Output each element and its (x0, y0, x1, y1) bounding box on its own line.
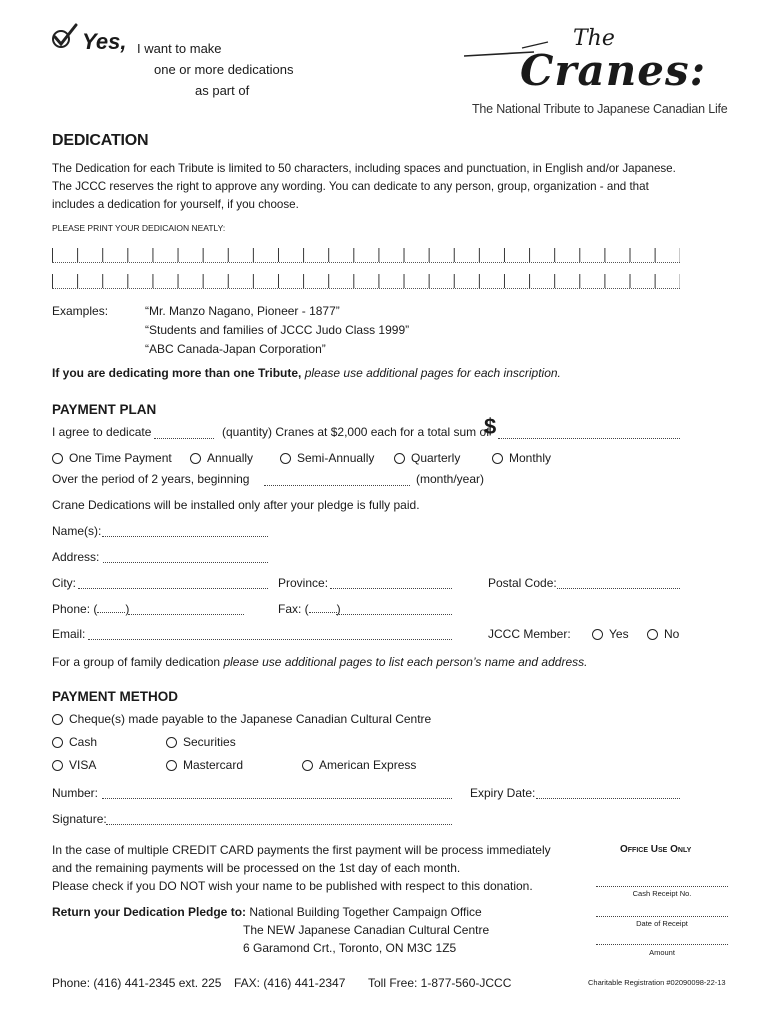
intro-line-2: one or more dedications (154, 62, 294, 77)
province-field[interactable] (330, 588, 452, 589)
radio-mastercard[interactable] (166, 760, 177, 771)
cc-note-3: Please check if you DO NOT wish your name to be published with respect to this donation. (52, 879, 533, 893)
return-line-1 (52, 905, 482, 919)
multi-tribute-italic: please use additional pages for each inscription. (304, 366, 561, 380)
address-label: Address: (52, 550, 100, 564)
period-text: Over the period of 2 years, beginning (52, 472, 250, 486)
email-label: Email: (52, 627, 86, 641)
postal-field[interactable] (557, 588, 680, 589)
install-note: Crane Dedications will be installed only after your pledge is fully paid. (52, 498, 420, 512)
period-suffix: (month/year) (416, 472, 485, 486)
logo-the: The (573, 26, 615, 51)
date-receipt-field[interactable] (596, 916, 728, 917)
radio-quarterly[interactable] (394, 453, 405, 464)
footer-charitable: Charitable Registration #02090098-22-13 (588, 978, 726, 987)
signature-field[interactable] (106, 824, 452, 825)
method-cash[interactable] (52, 735, 97, 749)
amount-label: Amount (649, 948, 675, 957)
dedication-grid-row-1[interactable] (52, 240, 680, 263)
plan-option-semi-annually[interactable] (280, 451, 374, 465)
return-office: National Building Together Campaign Office (249, 905, 482, 919)
agree-middle: (quantity) Cranes at $2,000 each for a total sum of (222, 425, 490, 439)
footer-tollfree: Toll Free: 1-877-560-JCCC (368, 976, 512, 990)
payment-plan-title: PAYMENT PLAN (52, 402, 157, 417)
example-item: “Mr. Manzo Nagano, Pioneer - 1877” (145, 304, 340, 318)
province-label: Province: (278, 576, 329, 590)
plan-option-quarterly[interactable] (394, 451, 460, 465)
amount-field[interactable] (596, 944, 728, 945)
phone-label (52, 602, 129, 616)
expiry-field[interactable] (536, 798, 680, 799)
total-sum-field[interactable] (498, 438, 680, 439)
phone-close: ) (125, 602, 130, 616)
multi-tribute-note (52, 366, 561, 380)
footer-fax: FAX: (416) 441-2347 (234, 976, 346, 990)
group-note-italic: please use additional pages to list each person’s name and address. (223, 655, 588, 669)
method-label: Securities (183, 735, 236, 749)
plan-option-label: Quarterly (411, 451, 461, 465)
office-use-title: Office Use Only (620, 844, 692, 855)
email-field[interactable] (88, 639, 452, 640)
cash-receipt-label: Cash Receipt No. (632, 889, 692, 898)
dollar-sign: $ (484, 414, 497, 439)
method-amex[interactable] (302, 758, 416, 772)
checkmark-icon (50, 22, 80, 52)
footer-phone: Phone: (416) 441-2345 ext. 225 (52, 976, 222, 990)
method-label: VISA (69, 758, 97, 772)
radio-securities[interactable] (166, 737, 177, 748)
plan-option-label: One Time Payment (69, 451, 172, 465)
radio-monthly[interactable] (492, 453, 503, 464)
radio-one-time[interactable] (52, 453, 63, 464)
radio-visa[interactable] (52, 760, 63, 771)
return-bold: Return your Dedication Pledge to: (52, 905, 247, 919)
dedication-grid-row-2[interactable] (52, 266, 680, 289)
return-line-2: The NEW Japanese Canadian Cultural Centre (243, 923, 490, 937)
radio-cash[interactable] (52, 737, 63, 748)
radio-amex[interactable] (302, 760, 313, 771)
intro-line-1: I want to make (137, 41, 222, 56)
plan-option-monthly[interactable] (492, 451, 551, 465)
plan-option-one-time[interactable] (52, 451, 172, 465)
return-line-3: 6 Garamond Crt., Toronto, ON M3C 1Z5 (243, 941, 457, 955)
group-note (52, 655, 587, 669)
logo-tagline: The National Tribute to Japanese Canadian Life (472, 102, 728, 116)
dedication-desc-3: includes a dedication for yourself, if you choose. (52, 198, 299, 211)
payment-method-title: PAYMENT METHOD (52, 689, 179, 704)
example-item: “Students and families of JCCC Judo Class 1999” (145, 323, 410, 337)
member-yes-label: Yes (609, 627, 629, 641)
method-visa[interactable] (52, 758, 96, 772)
phone-open: Phone: ( (52, 602, 98, 616)
address-field[interactable] (103, 562, 268, 563)
examples-label: Examples: (52, 304, 109, 318)
member-yes-option[interactable] (592, 627, 629, 641)
member-no-option[interactable] (647, 627, 679, 641)
cc-note-1: In the case of multiple CREDIT CARD payments the first payment will be process immediately (52, 843, 551, 857)
method-securities[interactable] (166, 735, 236, 749)
radio-annually[interactable] (190, 453, 201, 464)
method-label: American Express (319, 758, 417, 772)
method-mastercard[interactable] (166, 758, 243, 772)
city-label: City: (52, 576, 76, 590)
fax-label (278, 602, 341, 616)
fax-close: ) (336, 602, 341, 616)
plan-option-label: Monthly (509, 451, 552, 465)
plan-option-label: Annually (207, 451, 254, 465)
member-label: JCCC Member: (488, 627, 571, 641)
plan-option-label: Semi-Annually (297, 451, 375, 465)
quantity-field[interactable] (154, 438, 214, 439)
method-label: Cash (69, 735, 98, 749)
yes-heading: Yes, (82, 29, 127, 54)
radio-member-yes[interactable] (592, 629, 603, 640)
date-receipt-label: Date of Receipt (636, 919, 688, 928)
name-label: Name(s): (52, 524, 102, 538)
name-field[interactable] (102, 536, 268, 537)
cc-note-2: and the remaining payments will be processed on the 1st day of each month. (52, 861, 461, 875)
multi-tribute-bold: If you are dedicating more than one Tribute, (52, 366, 302, 380)
fax-field[interactable] (336, 614, 452, 615)
intro-line-3: as part of (195, 83, 250, 98)
city-field[interactable] (78, 588, 268, 589)
signature-label: Signature: (52, 812, 107, 826)
dedication-desc-1: The Dedication for each Tribute is limited to 50 characters, including spaces and punctuation, in English and/or Japanese. (52, 162, 676, 175)
plan-option-annually[interactable] (190, 451, 253, 465)
logo-cranes: Cranes: (520, 46, 707, 95)
method-label: Cheque(s) made payable to the Japanese Canadian Cultural Centre (69, 712, 432, 726)
fax-open: Fax: ( (278, 602, 309, 616)
member-no-label: No (664, 627, 680, 641)
print-neatly-note: PLEASE PRINT YOUR DEDICAION NEATLY: (52, 223, 226, 233)
expiry-label: Expiry Date: (470, 786, 536, 800)
radio-semi-annually[interactable] (280, 453, 291, 464)
method-cheque[interactable] (52, 712, 431, 726)
agree-prefix: I agree to dedicate (52, 425, 152, 439)
example-item: “ABC Canada-Japan Corporation” (145, 342, 326, 356)
radio-cheque[interactable] (52, 714, 63, 725)
method-label: Mastercard (183, 758, 244, 772)
start-month-field[interactable] (264, 485, 410, 486)
group-note-prefix: For a group of family dedication (52, 655, 221, 669)
phone-field[interactable] (128, 614, 244, 615)
card-number-field[interactable] (102, 798, 452, 799)
cash-receipt-field[interactable] (596, 886, 728, 887)
postal-label: Postal Code: (488, 576, 557, 590)
dedication-title: DEDICATION (52, 132, 149, 149)
dedication-desc-2: The JCCC reserves the right to approve any wording. You can dedicate to any person, group, organization - and that (52, 180, 649, 193)
card-number-label: Number: (52, 786, 99, 800)
radio-member-no[interactable] (647, 629, 658, 640)
